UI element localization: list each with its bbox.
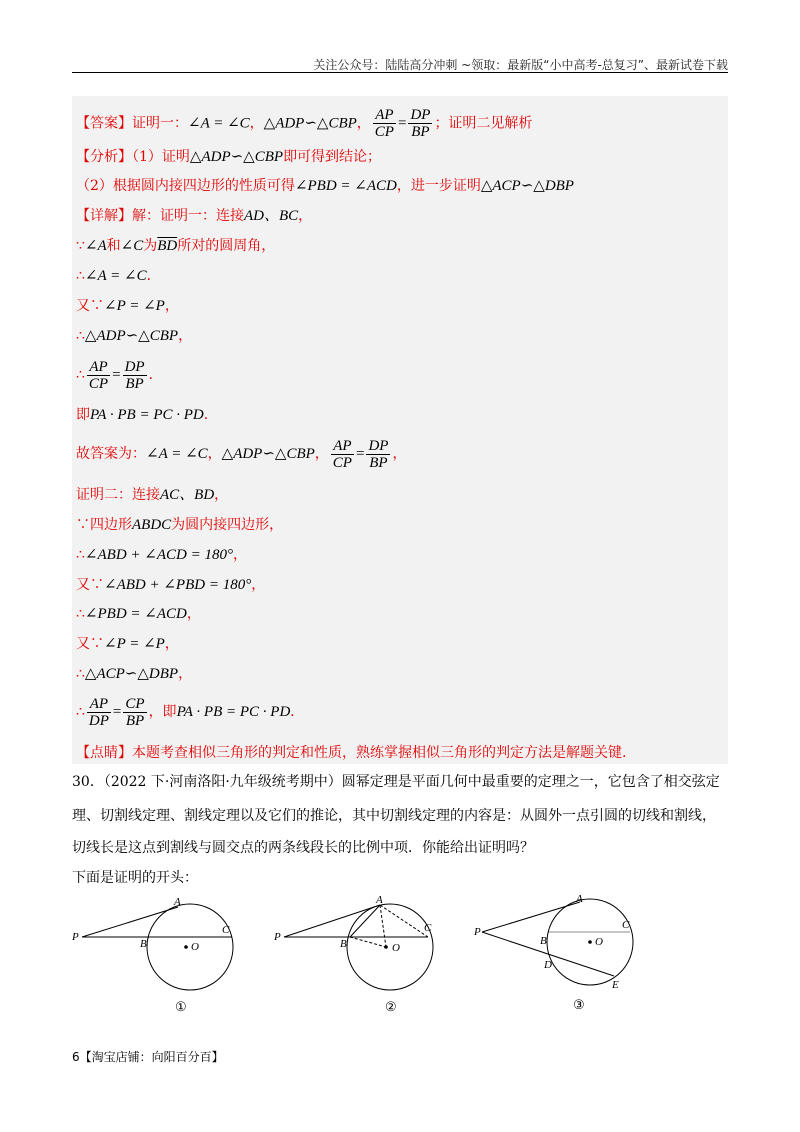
proof-line: ∴∠A = ∠C． — [76, 268, 161, 284]
detail-line: 【详解】解：证明一：连接AD、BC， — [76, 208, 313, 224]
label-p: P — [72, 931, 79, 943]
proof-line: 证明二：连接AC、BD， — [76, 487, 229, 503]
proof-line: 又∵∠P = ∠P， — [76, 298, 179, 314]
figure-2-caption: ② — [385, 1000, 397, 1015]
label-b: B — [340, 938, 347, 950]
fraction: $\frac{AP}{CP}$ — [332, 437, 352, 471]
proof-line: ∴△ADP∽△CBP， — [76, 328, 193, 344]
figure-3-diagram — [468, 892, 648, 992]
fraction: $\frac{CP}{BP}$ — [125, 695, 145, 729]
question-line: 下面是证明的开头： — [72, 870, 198, 886]
proof-line: ∵∠A和∠C为$\overline{BD}$所对的圆周角， — [76, 238, 276, 254]
question-line: 理、切割线定理、割线定理以及它们的推论，其中切割线定理的内容是：从圆外一点引圆的切线和割线， — [72, 808, 716, 824]
question-line: 切线长是这点到割线与圆交点的两条线段长的比例中项．你能给出证明吗？ — [72, 840, 534, 856]
figure-2-diagram — [268, 895, 448, 995]
comment-tag: 【点睛】 — [76, 745, 132, 761]
figure-1-diagram — [64, 895, 244, 995]
label-a: A — [376, 895, 383, 906]
answer-line: 【答案】证明一：∠A = ∠C，△ADP∽△CBP， $\frac{AP}{CP}$ = $\frac{DP}{BP}$ ；证明二见解析 — [76, 107, 533, 140]
analysis-line: （2）根据圆内接四边形的性质可得∠PBD = ∠ACD，进一步证明△ACP∽△DBP — [76, 178, 574, 194]
question-line: 30．（2022 下·河南洛阳·九年级统考期中）圆幂定理是平面几何中最重要的定理之一，它包含了相交弦定 — [72, 774, 720, 790]
fraction: $\frac{DP}{BP}$ — [124, 358, 145, 392]
label-e: E — [612, 979, 619, 991]
proof-line: ∴∠PBD = ∠ACD， — [76, 606, 201, 622]
proof-line: 即PA · PB = PC · PD． — [76, 407, 218, 423]
fraction: $\frac{DP}{BP}$ — [410, 107, 431, 140]
label-a: A — [174, 896, 181, 908]
label-b: B — [140, 938, 147, 950]
proof-line: ∵四边形ABDC为圆内接四边形， — [76, 517, 284, 533]
fraction: $\frac{DP}{BP}$ — [368, 437, 389, 471]
label-d: D — [544, 959, 552, 971]
page-header: 关注公众号：陆陆高分冲刺 ~领取：最新版“小中高考-总复习”、最新试卷下载 — [313, 58, 728, 72]
label-b: B — [540, 935, 547, 947]
label-o: O — [191, 941, 199, 953]
fraction: $\frac{AP}{CP}$ — [374, 107, 394, 140]
header-rule — [72, 72, 728, 73]
arc-bd: $\overline{BD}$ — [157, 238, 178, 254]
label-c: C — [424, 922, 432, 934]
page-footer: 6【淘宝店铺：向阳百分百】 — [72, 1050, 224, 1064]
label-c: C — [622, 919, 630, 931]
analysis-line: 【分析】（1）证明△ADP∽△CBP即可得到结论； — [76, 149, 382, 165]
proof-line: 又∵∠P = ∠P， — [76, 636, 179, 652]
analysis-tag: 【分析】 — [76, 149, 132, 165]
fraction: $\frac{AP}{DP}$ — [88, 695, 109, 729]
answer-tag: 【答案】 — [76, 115, 132, 132]
proof-line: ∴∠ABD + ∠ACD = 180°， — [76, 547, 247, 563]
proof-line: 故答案为：∠A = ∠C，△ADP∽△CBP， $\frac{AP}{CP}$ = $\frac{DP}{BP}$ ， — [76, 437, 407, 471]
proof-line: 又∵∠ABD + ∠PBD = 180°， — [76, 577, 266, 593]
proof-line: ∴ $\frac{AP}{CP}$ = $\frac{DP}{BP}$ ． — [76, 358, 163, 392]
fraction: $\frac{AP}{CP}$ — [88, 358, 109, 392]
proof-line: ∴ $\frac{AP}{DP}$ = $\frac{CP}{BP}$ ，即PA · PB = PC · PD． — [76, 695, 305, 729]
label-o: O — [595, 936, 603, 948]
label-o: O — [392, 942, 400, 954]
label-p: P — [274, 931, 281, 943]
comment-line: 【点睛】本题考查相似三角形的判定和性质，熟练掌握相似三角形的判定方法是解题关键. — [76, 745, 627, 761]
detail-tag: 【详解】 — [76, 208, 132, 224]
label-a: A — [576, 893, 583, 905]
proof-line: ∴△ACP∽△DBP， — [76, 666, 193, 682]
label-p: P — [474, 926, 481, 938]
label-c: C — [222, 924, 230, 936]
figure-1-caption: ① — [175, 1000, 187, 1015]
figure-3-caption: ③ — [573, 998, 585, 1013]
